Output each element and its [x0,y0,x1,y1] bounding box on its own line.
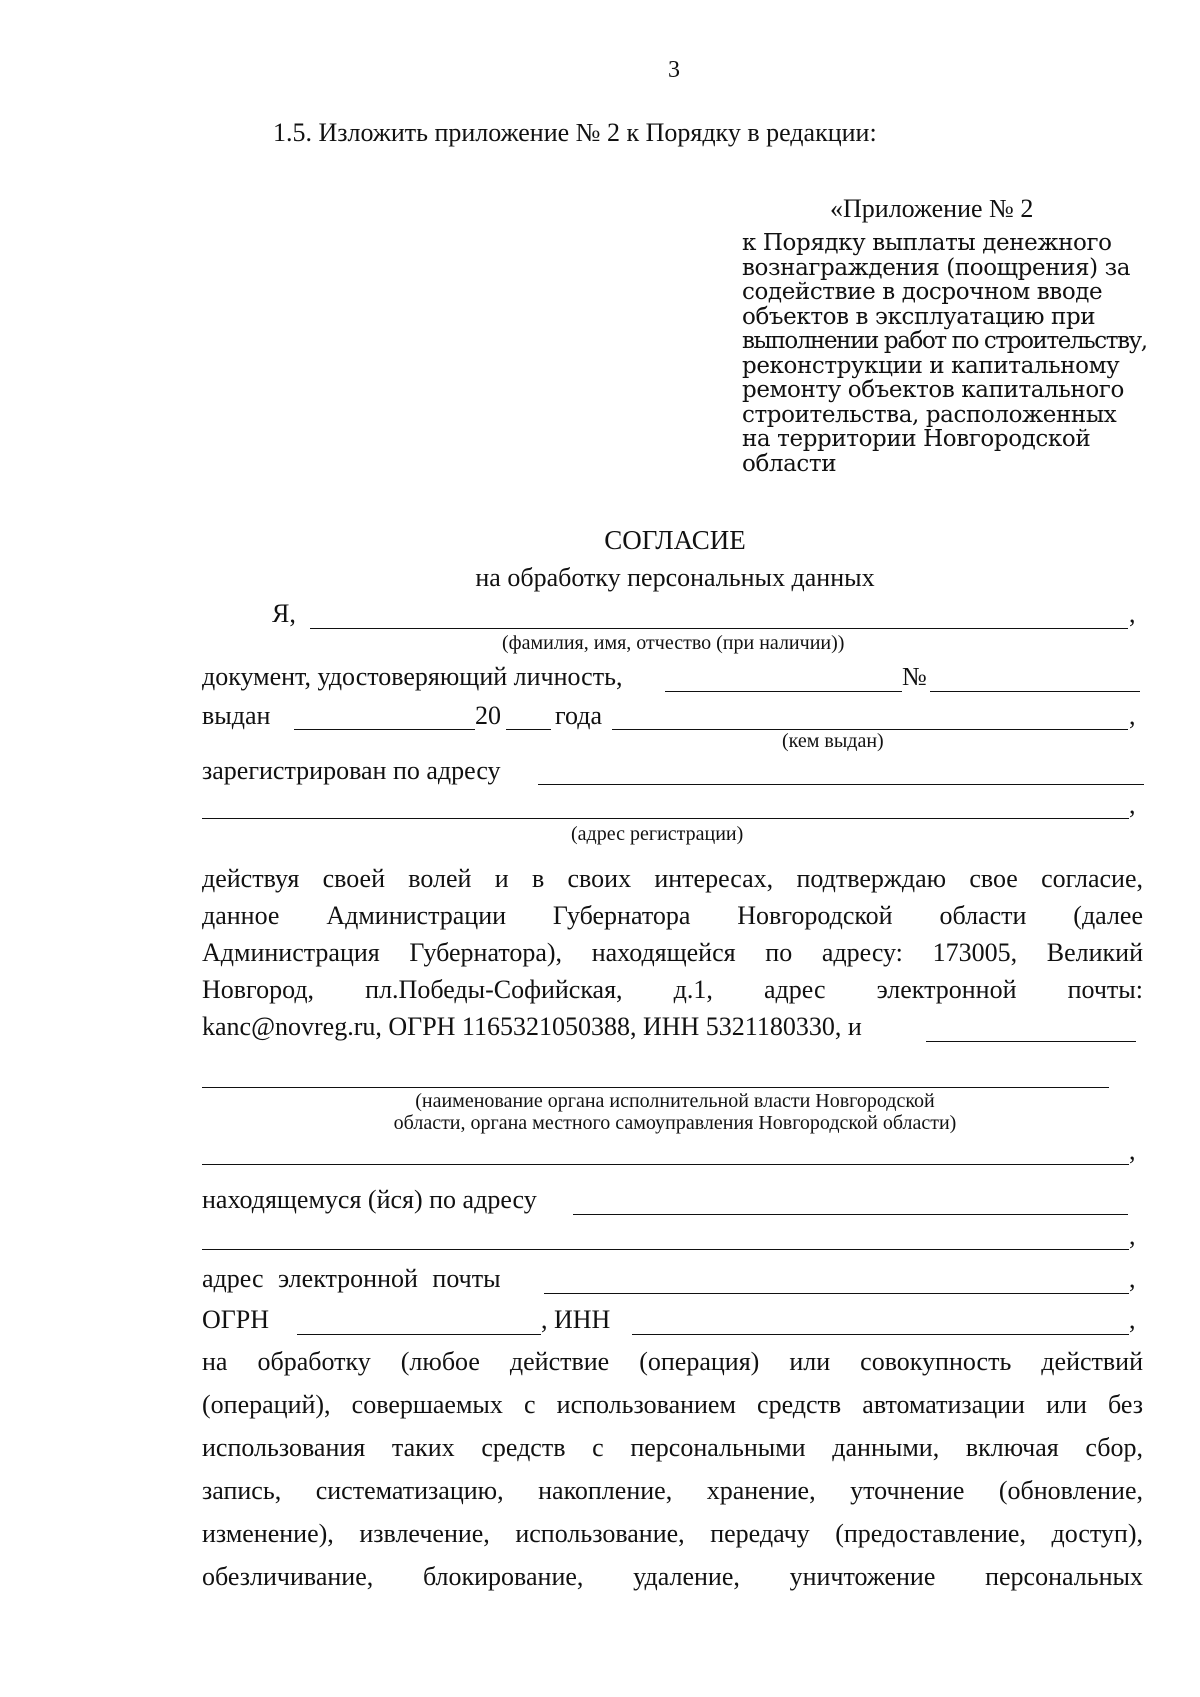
id-document-label: документ, удостоверяющий личность, [202,662,623,691]
comma: , [1129,701,1136,730]
consent-text-line: действуя своей волей и в своих интересах, подтверждаю свое согласие, [202,864,1143,893]
document-title: СОГЛАСИЕ [604,525,746,555]
appendix-line: области [742,450,837,477]
appendix-line: вознаграждения (поощрения) за [742,254,1131,281]
fio-caption: (фамилия, имя, отчество (при наличии)) [502,632,845,654]
number-sign: № [902,662,927,691]
issued-label: выдан [202,701,271,730]
reg-address-caption: (адрес регистрации) [571,823,744,845]
document-number-line[interactable] [930,691,1140,692]
email-label: адрес электронной почты [202,1264,501,1293]
org-name-line-2[interactable] [202,1087,1109,1088]
org-address-line-1[interactable] [573,1214,1128,1215]
fio-input-line[interactable] [310,628,1128,629]
appendix-title: «Приложение № 2 [830,194,1034,223]
appendix-line: реконструкции и капитальному [742,352,1120,379]
comma: , [1129,1221,1136,1250]
appendix-line: объектов в эксплуатацию при [742,303,1096,330]
comma: , [1129,1136,1136,1165]
appendix-description [742,231,1147,476]
processing-text-line: запись, систематизацию, накопление, хранение, уточнение (обновление, [202,1476,1143,1505]
year-prefix: 20 [475,701,501,730]
org-name-line-3[interactable] [202,1164,1129,1165]
address-input-line-2[interactable] [202,818,1129,819]
address-input-line-1[interactable] [538,784,1144,785]
consent-text-line: kanc@novreg.ru, ОГРН 1165321050388, ИНН 5321180330, и [202,1012,862,1041]
org-inn-line[interactable] [632,1334,1129,1335]
processing-text-line: использования таких средств с персональными данными, включая сбор, [202,1433,1143,1462]
registered-label: зарегистрирован по адресу [202,756,501,785]
comma: , [1129,1264,1136,1293]
document-subtitle: на обработку персональных данных [475,563,875,592]
consent-text-line: данное Администрации Губернатора Новгородской области (далее [202,901,1143,930]
org-caption-line: области, органа местного самоуправления Новгородской области) [393,1112,957,1134]
appendix-line: строительства, расположенных [742,401,1117,428]
document-series-line[interactable] [665,691,902,692]
ogrn-label: ОГРН [202,1305,270,1334]
issue-year-line[interactable] [506,729,551,730]
appendix-line: ремонту объектов капитального [742,377,1124,403]
page-number: 3 [668,57,680,83]
org-address-line-2[interactable] [202,1249,1129,1250]
org-ogrn-line[interactable] [297,1334,541,1335]
processing-text-line: изменение), извлечение, использование, передачу (предоставление, доступ), [202,1519,1143,1548]
processing-text-line: обезличивание, блокирование, удаление, уничтожение персональных [202,1562,1143,1591]
consent-text-line: Администрация Губернатора), находящейся по адресу: 173005, Великий [202,938,1143,967]
org-name-line-1[interactable] [926,1041,1136,1042]
i-label: Я, [272,599,296,628]
processing-text-line: на обработку (любое действие (операция) или совокупность действий [202,1347,1143,1376]
processing-text-line: (операций), совершаемых с использованием средств автоматизации или без [202,1390,1143,1419]
year-label: года [555,701,603,730]
org-email-line[interactable] [544,1293,1129,1294]
appendix-line: на территории Новгородской [742,426,1091,452]
appendix-line: выполнении работ по строительству, [742,328,1147,354]
comma: , [1129,599,1136,628]
org-caption-line: (наименование органа исполнительной власти Новгородской [415,1090,935,1112]
clause-text: 1.5. Изложить приложение № 2 к Порядку в редакции: [273,118,877,147]
located-label: находящемуся (йся) по адресу [202,1185,537,1214]
issue-date-line[interactable] [294,729,475,730]
consent-text-line: Новгород, пл.Победы-Софийская, д.1, адрес электронной почты: [202,975,1143,1004]
issued-by-caption: (кем выдан) [782,730,884,752]
appendix-line: к Порядку выплаты денежного [742,230,1112,256]
comma: , [1129,790,1136,819]
comma: , [1129,1305,1136,1334]
appendix-line: содействие в досрочном вводе [742,279,1103,305]
inn-label: , ИНН [541,1305,611,1334]
